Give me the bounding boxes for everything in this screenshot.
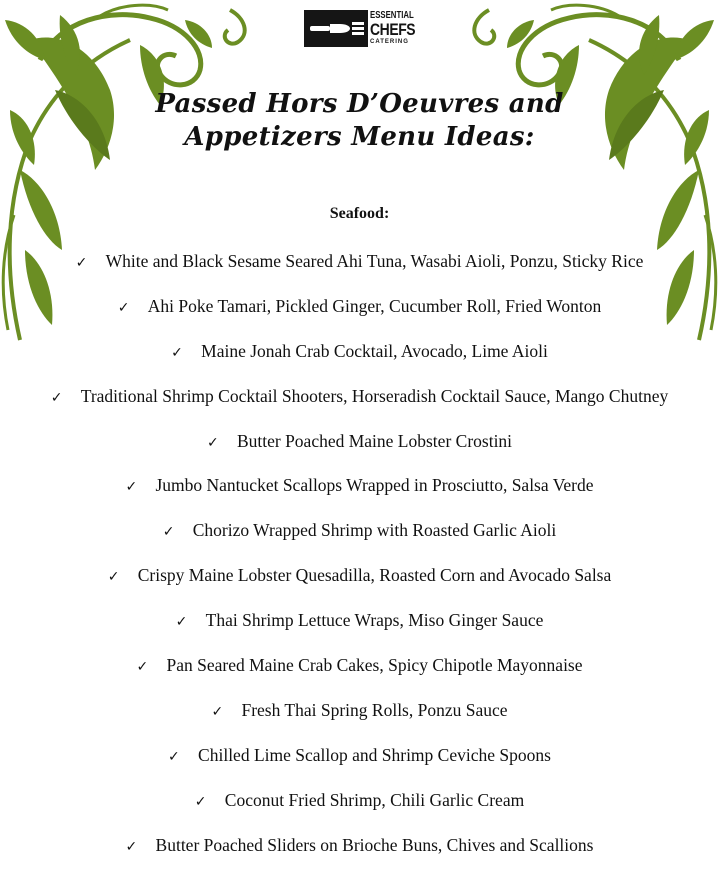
list-item — [0, 607, 719, 652]
checkmark-icon: ✓ — [136, 659, 149, 676]
checkmark-icon: ✓ — [168, 748, 180, 765]
list-item-label: Thai Shrimp Lettuce Wraps, Miso Ginger Sauce — [205, 610, 544, 631]
list-item-label: Traditional Shrimp Cocktail Shooters, Horseradish Cocktail Sauce, Mango Chutney — [80, 385, 669, 406]
checkmark-icon: ✓ — [107, 569, 120, 586]
list-item-label: Chorizo Wrapped Shrimp with Roasted Garlic Aioli — [192, 520, 557, 541]
list-item — [0, 248, 719, 293]
checkmark-icon: ✓ — [125, 479, 138, 496]
checkmark-icon: ✓ — [194, 793, 207, 810]
checkmark-icon: ✓ — [125, 838, 138, 855]
list-item — [0, 293, 719, 338]
list-item-label: Butter Poached Sliders on Brioche Buns, Chives and Scallions — [155, 834, 594, 855]
page-title — [0, 88, 719, 154]
list-item-label: Coconut Fried Shrimp, Chili Garlic Cream — [224, 789, 525, 810]
menu-list — [0, 248, 719, 876]
list-item — [0, 472, 719, 517]
list-item — [0, 338, 719, 383]
logo-wordmark — [370, 11, 426, 45]
list-item — [0, 697, 719, 742]
list-item-label: Crispy Maine Lobster Quesadilla, Roasted Corn and Avocado Salsa — [137, 565, 612, 586]
logo-line-3: CATERING — [370, 39, 409, 45]
checkmark-icon: ✓ — [171, 344, 183, 361]
list-item — [0, 652, 719, 697]
list-item — [0, 517, 719, 562]
section-heading: Seafood: — [329, 205, 390, 222]
list-item-label: Maine Jonah Crab Cocktail, Avocado, Lime Aioli — [201, 340, 548, 361]
title-line-2: Appetizers Menu Ideas: — [184, 122, 535, 152]
list-item-label: Fresh Thai Spring Rolls, Ponzu Sauce — [241, 699, 508, 720]
list-item-label: White and Black Sesame Seared Ahi Tuna, Wasabi Aioli, Ponzu, Sticky Rice — [105, 251, 644, 271]
checkmark-icon: ✓ — [206, 434, 219, 451]
checkmark-icon: ✓ — [162, 524, 175, 541]
list-item — [0, 742, 719, 787]
checkmark-icon: ✓ — [117, 299, 130, 316]
list-item-label: Jumbo Nantucket Scallops Wrapped in Prosciutto, Salsa Verde — [155, 475, 594, 496]
fork-knife-icon — [304, 10, 368, 47]
checkmark-icon: ✓ — [175, 614, 188, 631]
logo-line-2: CHEFS — [370, 20, 416, 39]
checkmark-icon: ✓ — [50, 389, 63, 406]
logo-line-1: ESSENTIAL — [370, 10, 414, 21]
list-item-label: Butter Poached Maine Lobster Crostini — [236, 430, 513, 451]
list-item — [0, 832, 719, 877]
list-item-label: Pan Seared Maine Crab Cakes, Spicy Chipotle Mayonnaise — [166, 655, 583, 676]
essential-chefs-logo — [304, 8, 422, 48]
title-line-1: Passed Hors D’Oeuvres and — [155, 89, 564, 119]
list-item — [0, 562, 719, 607]
list-item — [0, 428, 719, 473]
list-item-label: Chilled Lime Scallop and Shrimp Ceviche Spoons — [198, 744, 551, 765]
list-item — [0, 787, 719, 832]
list-item-label: Ahi Poke Tamari, Pickled Ginger, Cucumber Roll, Fried Wonton — [147, 295, 602, 316]
list-item — [0, 383, 719, 428]
checkmark-icon: ✓ — [75, 255, 88, 271]
checkmark-icon: ✓ — [211, 703, 224, 720]
